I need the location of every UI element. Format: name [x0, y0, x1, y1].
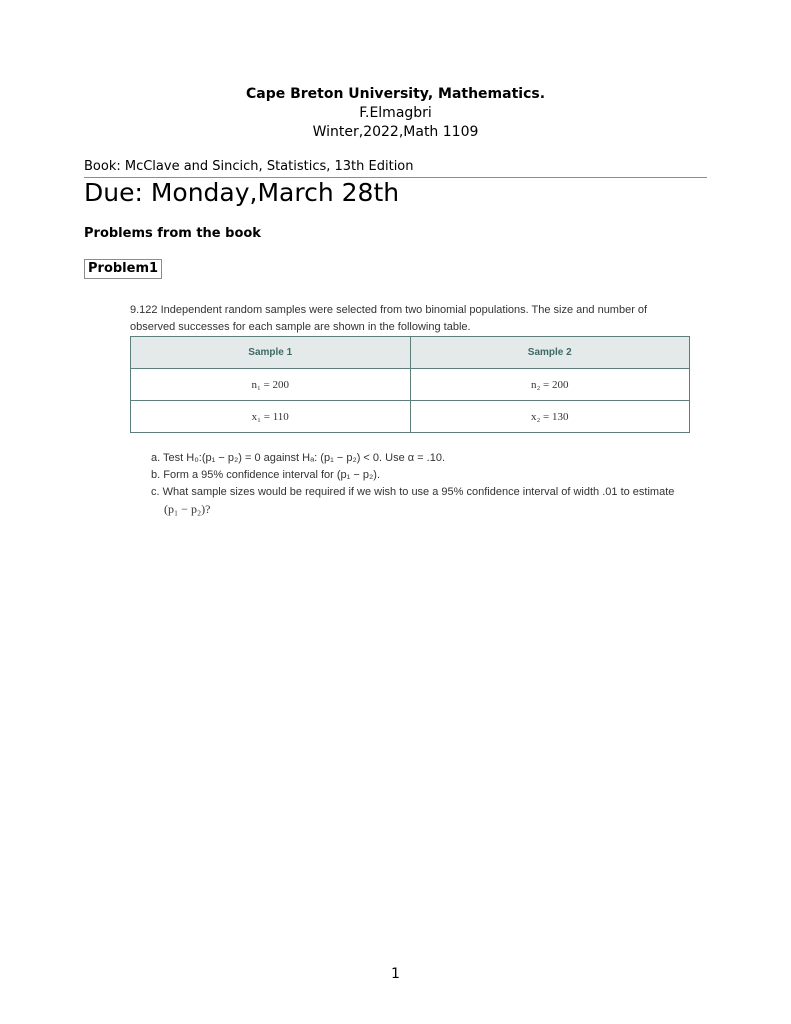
table-cell: n₂ = 200: [410, 369, 690, 401]
table-header-cell: Sample 2: [410, 337, 690, 369]
table-cell: n₁ = 200: [131, 369, 411, 401]
sample-table: [130, 336, 690, 433]
term-label: Winter,2022,Math 1109: [312, 124, 479, 140]
question-b: b. Form a 95% confidence interval for (p₁ − p₂).: [151, 469, 381, 481]
question-c-continuation: (p₁ − p₂)?: [164, 502, 211, 516]
table-cell: x₂ = 130: [410, 401, 690, 433]
instructor-name: F.Elmagbri: [359, 105, 432, 121]
table-header-cell: Sample 1: [131, 337, 411, 369]
table-row: [131, 369, 690, 401]
problems-heading: Problems from the book: [84, 226, 261, 241]
table-header-row: [131, 337, 690, 369]
table-cell: x₁ = 110: [131, 401, 411, 433]
problem-intro: 9.122 Independent random samples were selected from two binomial populations. The size and number of observed successes for each sample are shown in the following table.: [130, 304, 648, 333]
institution-title: Cape Breton University, Mathematics.: [245, 86, 546, 102]
question-c: c. What sample sizes would be required if we wish to use a 95% confidence interval of width .01 to estimate: [151, 486, 675, 498]
book-reference: Book: McClave and Sincich, Statistics, 13th Edition: [84, 159, 414, 174]
due-date-heading: Due: Monday,March 28th: [84, 178, 400, 207]
table-row: [131, 401, 690, 433]
problem-label-box: Problem1: [84, 259, 162, 279]
page-number: 1: [391, 966, 400, 982]
question-a: a. Test H₀:(p₁ − p₂) = 0 against Hₐ: (p₁ − p₂) < 0. Use α = .10.: [151, 452, 445, 464]
question-list: [151, 450, 691, 518]
